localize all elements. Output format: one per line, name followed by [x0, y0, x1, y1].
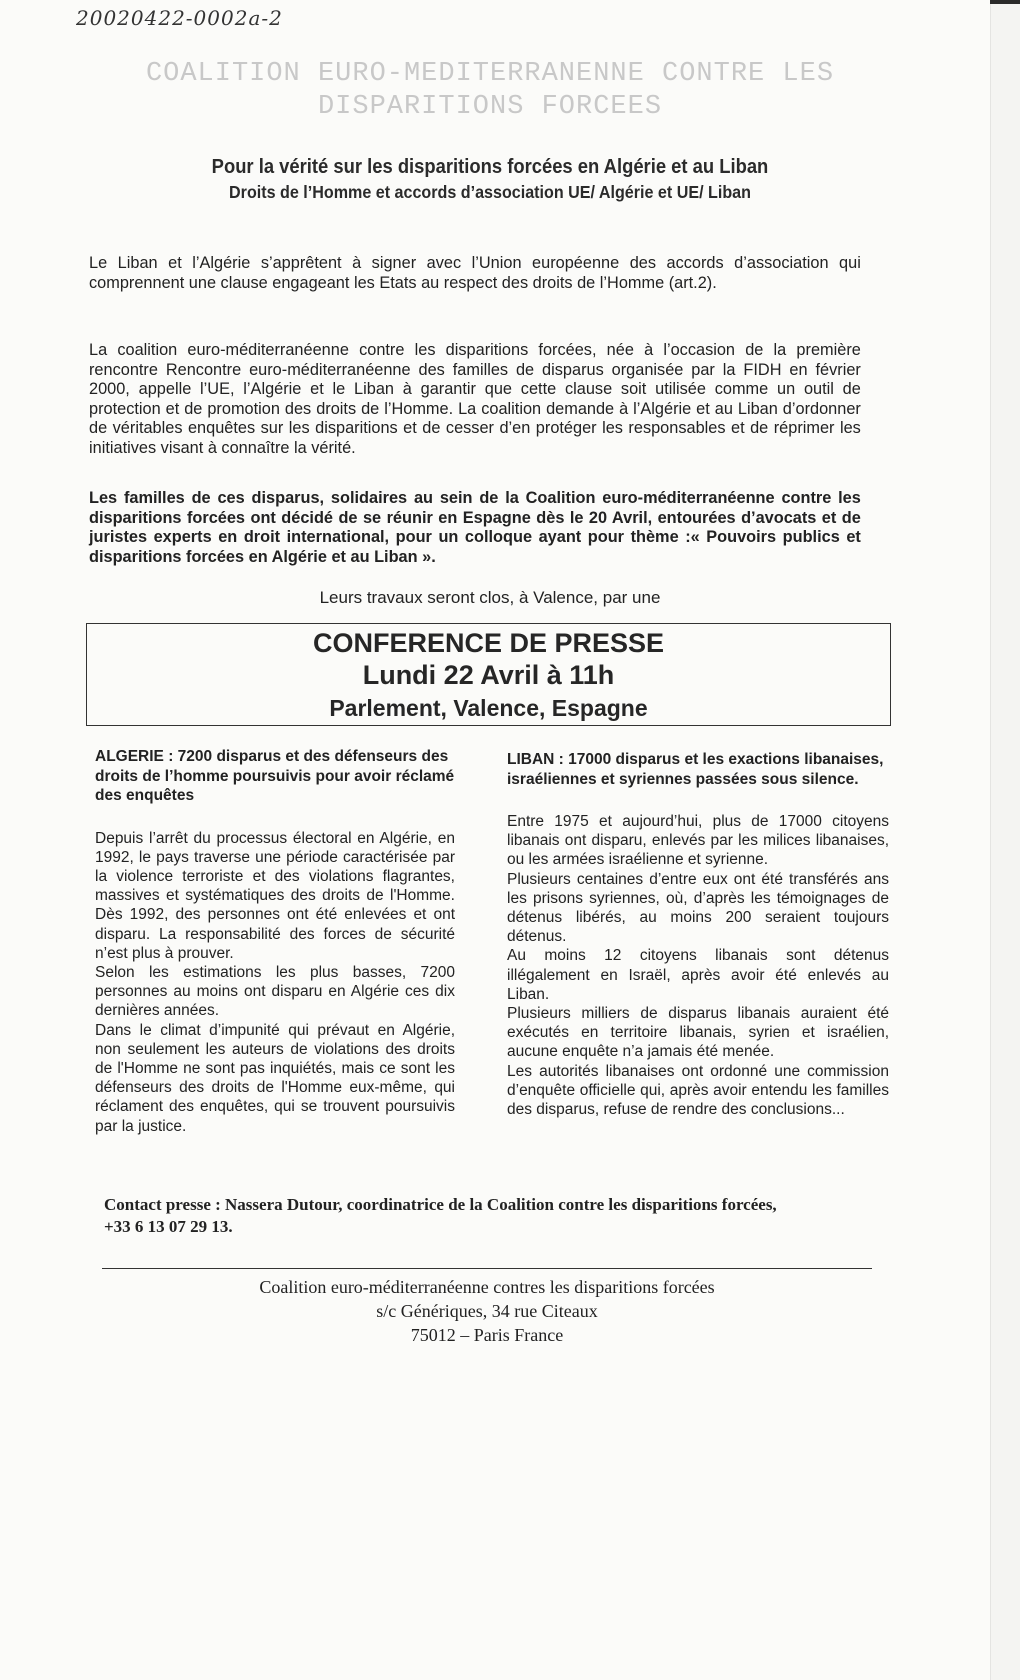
letterhead-line-2: DISPARITIONS FORCEES	[317, 92, 663, 122]
lebanon-paragraph: Au moins 12 citoyens libanais sont détenus illégalement en Israël, après avoir été enlevés au Liban.	[507, 947, 889, 1003]
lebanon-paragraph: Entre 1975 et aujourd’hui, plus de 17000 citoyens libanais ont disparu, enlevés par les milices libanaises, ou les armées israélienne et syrienne.	[507, 813, 889, 869]
footer-organization: Coalition euro-méditerranéenne contres les disparitions forcées	[259, 1277, 715, 1297]
coalition-paragraph: La coalition euro-méditerranéenne contre les disparitions forcées, née à l’occasion de la première rencontre Rencontre euro-méditerranéenne des familles de disparus organisée par la FIDH en février 2000, appelle l’UE, l’Algérie et le Liban à garantir que cette clause soit utilisée comme un outil de protection et de promotion des droits de l’Homme. La coalition demande à l’Algérie et au Liban d’ordonner de véritables enquêtes sur les disparitions et de cesser d’en protéger les responsables et de réprimer les initiatives visant à connaître la vérité.	[89, 340, 861, 457]
scan-edge	[990, 0, 1020, 1680]
document-subtitle: Droits de l’Homme et accords d’association UE/ Algérie et UE/ Liban	[229, 182, 751, 202]
document-title: Pour la vérité sur les disparitions forcées en Algérie et au Liban	[211, 156, 769, 178]
lebanon-paragraph: Les autorités libanaises ont ordonné une commission d’enquête officielle qui, après avoir entendu les familles des disparus, refuse de rendre des conclusions...	[507, 1062, 889, 1119]
algeria-column	[95, 747, 455, 1136]
press-conference-box	[86, 623, 891, 726]
press-contact-line-1: Contact presse : Nassera Dutour, coordinatrice de la Coalition contre les disparitions forcées,	[104, 1195, 777, 1214]
footer-street: s/c Génériques, 34 rue Citeaux	[376, 1301, 598, 1321]
lebanon-paragraph: Plusieurs milliers de disparus libanais auraient été exécutés en territoire libanais, syrien et israélien, aucune enquête n’a jamais été menée.	[507, 1005, 889, 1061]
footer-divider	[102, 1268, 872, 1269]
intro-paragraph: Le Liban et l’Algérie s’apprêtent à signer avec l’Union européenne des accords d’association qui comprennent une clause engageant les Etats au respect des droits de l’Homme (art.2).	[89, 253, 861, 292]
scan-edge-mark	[990, 0, 1020, 4]
lebanon-heading: LIBAN : 17000 disparus et les exactions libanaises, israéliennes et syriennes passées sous silence.	[507, 751, 884, 788]
press-contact-phone: +33 6 13 07 29 13.	[104, 1217, 233, 1236]
footer-city: 75012 – Paris France	[410, 1325, 564, 1345]
handwritten-reference: 20020422-0002a-2	[76, 6, 283, 30]
closing-line: Leurs travaux seront clos, à Valence, par une	[319, 588, 661, 607]
press-conference-place: Parlement, Valence, Espagne	[329, 695, 648, 721]
footer-address	[102, 1275, 872, 1347]
algeria-heading: ALGERIE : 7200 disparus et des défenseurs des droits de l’homme poursuivis pour avoir réclamé des enquêtes	[95, 748, 455, 804]
press-conference-heading: CONFERENCE DE PRESSE	[312, 628, 665, 658]
press-contact	[104, 1194, 884, 1238]
lebanon-column	[507, 750, 889, 1119]
press-conference-date: Lundi 22 Avril à 11h	[362, 660, 615, 690]
lebanon-paragraph: Plusieurs centaines d’entre eux ont été transférés ans les prisons syriennes, où, d’après les témoignages de détenus libérés, au moins 200 seraient toujours détenus.	[507, 870, 889, 946]
algeria-paragraph: Dans le climat d’impunité qui prévaut en Algérie, non seulement les auteurs de violations des droits de l'Homme ne sont pas inquiétés, mais ce sont les défenseurs des droits de l'Homme eux-même, qui réclament des enquêtes, qui se trouvent poursuivis par la justice.	[95, 1021, 455, 1135]
algeria-paragraph: Selon les estimations les plus basses, 7200 personnes au moins ont disparu en Algérie ces dix dernières années.	[95, 963, 455, 1020]
families-paragraph: Les familles de ces disparus, solidaires au sein de la Coalition euro-méditerranéenne contre les disparitions forcées ont décidé de se réunir en Espagne dès le 20 Avril, entourées d’avocats et de juristes experts en droit international, pour un colloque ayant pour thème :« Pouvoirs publics et disparitions forcées en Algérie et au Liban ».	[89, 488, 861, 566]
letterhead	[100, 58, 880, 124]
letterhead-line-1: COALITION EURO-MEDITERRANENNE CONTRE LES	[145, 59, 835, 89]
algeria-paragraph: Depuis l’arrêt du processus électoral en Algérie, en 1992, le pays traverse une période caractérisée par la violence terroriste et des violations flagrantes, massives et systématiques des droits de l'Homme. Dès 1992, des personnes ont été enlevées et ont disparu. La responsabilité des forces de sécurité n’est plus à prouver.	[95, 829, 455, 962]
